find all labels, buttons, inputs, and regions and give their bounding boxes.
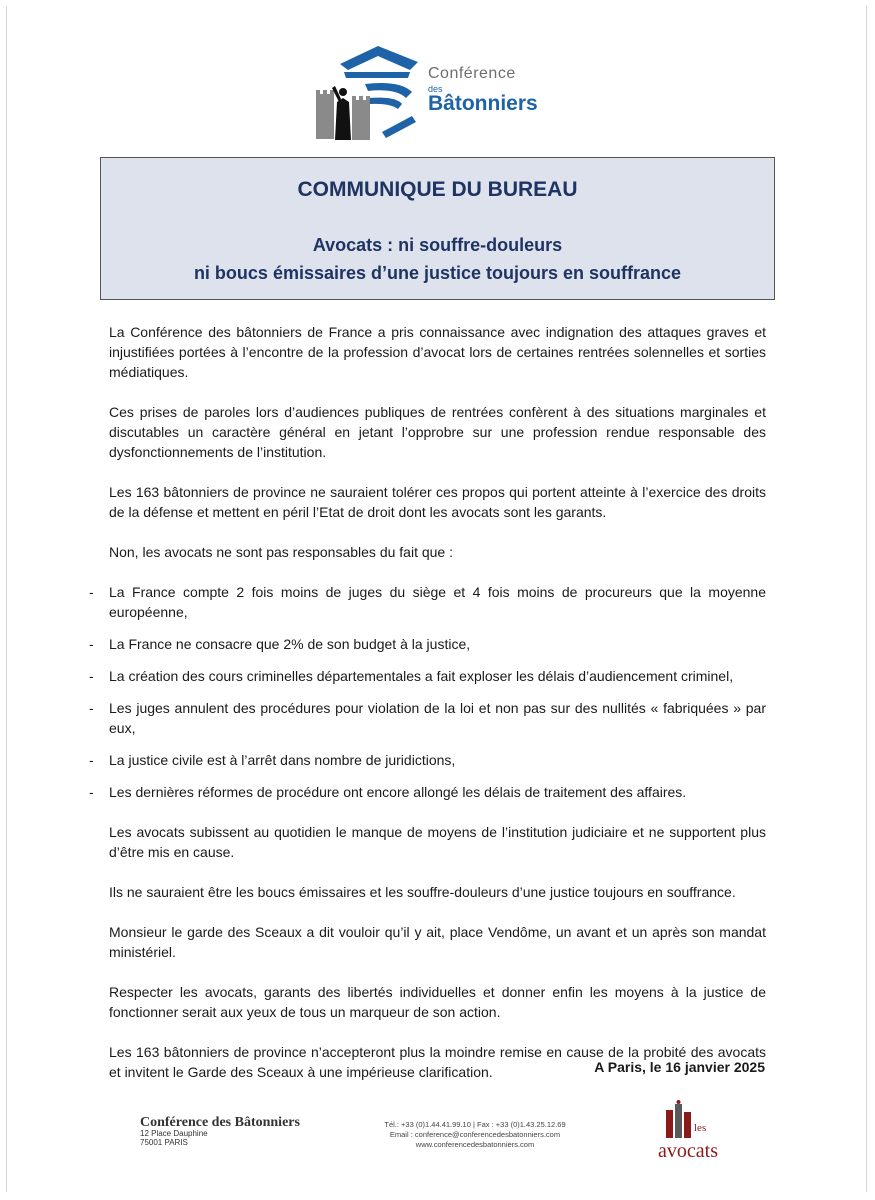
badge-les: les (694, 1122, 707, 1134)
page-title: COMMUNIQUE DU BUREAU (297, 178, 578, 201)
bullet-dash: - (89, 784, 94, 800)
subtitle-line2: ni boucs émissaires d’une justice toujours en souffrance (193, 263, 682, 283)
footer-address-line2: 75001 PARIS (140, 1138, 188, 1148)
paragraph-7: Monsieur le garde des Sceaux a dit vouloir qu’il y ait, place Vendôme, un avant et un après son mandat ministériel. (109, 924, 766, 960)
subtitle-line1: Avocats : ni souffre-douleurs (312, 235, 563, 255)
badge-avocats: avocats (658, 1140, 718, 1162)
title-box (100, 157, 775, 300)
logo-line2: des (428, 84, 443, 94)
list-item-text: La justice civile est à l’arrêt dans nombre de juridictions, (109, 752, 456, 768)
paragraph-1: La Conférence des bâtonniers de France a pris connaissance avec indignation des attaques graves et injustifiées portées à l’encontre de la profession d’avocat lors de certaines rentrées solennelles et sorties médiatiques. (109, 324, 766, 380)
communique-body (89, 322, 766, 1102)
list-item (89, 750, 766, 770)
paragraph-4: Non, les avocats ne sont pas responsables du fait que : (109, 544, 453, 560)
bullet-dash: - (89, 636, 94, 652)
paragraph-2: Ces prises de paroles lors d’audiences publiques de rentrées confèrent à des situations marginales et discutables un caractère général en jetant l’opprobre sur une profession rendue responsable des dysfonctionnements de l’institution. (109, 404, 766, 460)
footer-contact (340, 1120, 610, 1150)
signature-date: A Paris, le 16 janvier 2025 (594, 1059, 765, 1075)
logo-line1: Conférence (428, 65, 516, 82)
list-item (89, 698, 766, 738)
conference-emblem-icon (310, 42, 425, 142)
footer-org-block (140, 1115, 300, 1148)
list-item-text: Les juges annulent des procédures pour violation de la loi et non pas sur des nullités « fabriquées » par eux, (109, 700, 766, 736)
conference-logo (310, 42, 570, 142)
logo-wordmark (428, 66, 538, 114)
list-item (89, 634, 766, 654)
list-item-text: Les dernières réformes de procédure ont encore allongé les délais de traitement des affaires. (109, 784, 687, 800)
logo-line3: Bâtonniers (428, 92, 538, 115)
footer-phone-fax: Tél.: +33 (0)1.44.41.99.10 | Fax : +33 (0)1.43.25.12.69 (384, 1120, 566, 1129)
bullet-dash: - (89, 584, 94, 600)
list-item (89, 666, 766, 686)
list-item-text: La France ne consacre que 2% de son budget à la justice, (109, 636, 471, 652)
list-item-text: La France compte 2 fois moins de juges du siège et 4 fois moins de procureurs que la moyenne européenne, (109, 584, 766, 620)
les-avocats-badge (656, 1100, 746, 1170)
list-item (89, 782, 766, 802)
paragraph-5: Les avocats subissent au quotidien le manque de moyens de l’institution judiciaire et ne supportent plus d’être mis en cause. (109, 824, 766, 860)
footer-address-line1: 12 Place Dauphine (140, 1129, 208, 1139)
footer-email[interactable]: Email : conference@conferencedesbatonniers.com (389, 1130, 561, 1139)
bullet-list (89, 582, 766, 802)
list-item-text: La création des cours criminelles départementales a fait exploser les délais d’audiencement criminel, (109, 668, 734, 684)
bullet-dash: - (89, 752, 94, 768)
bullet-dash: - (89, 700, 94, 716)
paragraph-6: Ils ne sauraient être les boucs émissaires et les souffre-douleurs d’une justice toujours en souffrance. (109, 884, 736, 900)
paragraph-3: Les 163 bâtonniers de province ne sauraient tolérer ces propos qui portent atteinte à l’exercice des droits de la défense et mettent en péril l’Etat de droit dont les avocats sont les garants. (109, 484, 766, 520)
footer-org-name: Conférence des Bâtonniers (140, 1115, 300, 1130)
avocats-emblem-icon (660, 1100, 700, 1140)
paragraph-9: Les 163 bâtonniers de province n’accepteront plus la moindre remise en cause de la probité des avocats et invitent le Garde des Sceaux à une impérieuse clarification. (109, 1044, 766, 1080)
subtitle (101, 231, 774, 287)
paragraph-8: Respecter les avocats, garants des libertés individuelles et donner enfin les moyens à la justice de fonctionner serait aux yeux de tous un marqueur de son action. (109, 984, 766, 1020)
list-item (89, 582, 766, 622)
footer-website[interactable]: www.conferencedesbatonniers.com (415, 1140, 535, 1149)
bullet-dash: - (89, 668, 94, 684)
